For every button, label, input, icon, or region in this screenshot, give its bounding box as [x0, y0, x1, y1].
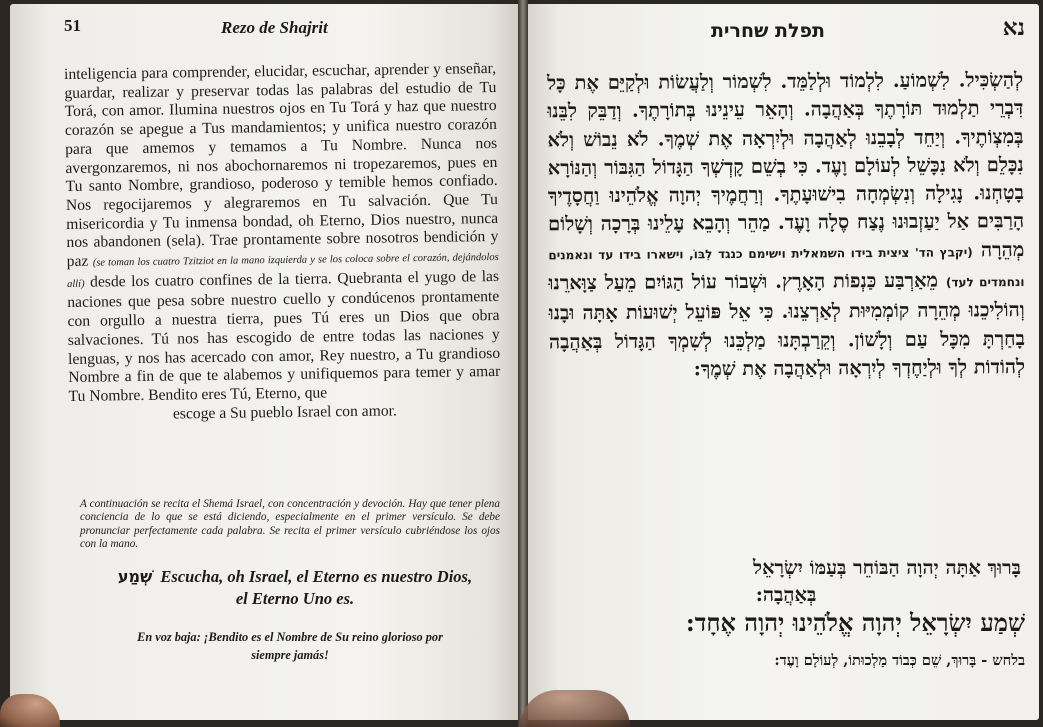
- shema-instruction: A continuación se recita el Shemá Israel, con concentración y devoción. Hay que tener plena conciencia de lo que se está diciendo, especialmente en el primer versículo. Se debe pronunciar perfectamente cada palabra. Se recita el primer versículo cubriéndose los ojos con la mano.: [80, 498, 500, 551]
- right-running-title: תפלת שחרית: [710, 20, 825, 42]
- right-body-rubric: (יקבץ הד' ציצית בידו השמאלית וישימם כנגד לִבּוֹ, וישארו בידו עד ונאמנים ונחמדים לעד): [548, 245, 1025, 290]
- right-blessing-line-2: בְּאַהֲבָה:: [755, 583, 817, 606]
- shema-translation: [105, 566, 485, 610]
- right-body-text: [547, 66, 1025, 385]
- holding-thumb-right: [520, 690, 630, 727]
- book-gutter: [518, 0, 528, 727]
- quiet-response: [90, 628, 490, 664]
- left-body-rubric: (se toman los cuatro Tzitziot en la mano izquierda y se los coloca sobre el corazón, dejándolos allí): [66, 251, 499, 290]
- left-body-paragraph-1: inteligencia para comprender, elucidar, escuchar, aprender y enseñar, guardar, realizar y preservar todas las palabras del estudio de Tu Torá, con amor. Ilumina nuestros ojos en Tu Torá y haz que nuestro corazón se apegue a Tus mandamientos; y unifica nuestro corazón para que amemos y temamos a Tu Nombre. Nunca nos avergonzaremos, ni nos abochornaremos ni tropezaremos, pues en Tu santo Nombre, grandioso, poderoso y temible hemos confiado. Nos regocijaremos y alegraremos en Tu salvación. Que Tu misericordia y Tu inmensa bondad, oh Eterno, Dios nuestro, nunca nos abandonen (sela). Trae prontamente sobre nosotros bendición y paz: [64, 59, 499, 271]
- right-blessing-line-1: בָּרוּךְ אַתָּה יְהוָה הַבּוֹחֵר בְּעַמּוֹ יִשְׂרָאֵל: [753, 556, 1021, 579]
- right-blessing: [551, 554, 1021, 608]
- right-shema-verse: שְׁמַע יִשְׂרָאֵל יְהוָה אֱלֹהֵינוּ יְהוָה אֶחָד:: [685, 608, 1025, 637]
- shema-translation-line-1: Escucha, oh Israel, el Eterno es nuestro Dios,: [160, 567, 473, 586]
- left-body-paragraph-2: desde los cuatro confines de la tierra. Quebranta el yugo de las naciones que pesa sobre nuestro cuello y condúcenos prontamente con orgullo a nuestra tierra, pues Tú eres un Dios que obra salvaciones. Tú nos has escogido de entre todas las naciones y lenguas, y nos has acercado con amor, Rey nuestro, a Tu grandioso Nombre a fin de que te alabemos y unifiquemos para temer y amar Tu Nombre. Bendito eres Tú, Eterno, que: [67, 267, 501, 405]
- right-body-paragraph-1: לְהַשְׂכִּיל. לִשְׁמוֹעַ. לִלְמוֹד וּלְלַמֵּד. לִשְׁמוֹר וְלַעֲשׂוֹת וּלְקַיֵּם אֶת כָּל דִּבְרֵי תַלְמוּד תּוֹרָתֶךָ בְּאַהֲבָה. וְהָאֵר עֵינֵינוּ בְּתוֹרָתֶךָ. וְדַבֵּק לִבֵּנוּ בְּמִצְוֹתֶיךָ. וְיַחֵד לְבָבֵנוּ לְאַהֲבָה וּלְיִרְאָה אֶת שְׁמֶךָ. לֹא נֵבוֹשׁ וְלֹא נִכָּלֵם וְלֹא נִכָּשֵׁל לְעוֹלָם וָעֶד. כִּי בְשֵׁם קָדְשְׁךָ הַגָּדוֹל הַגִּבּוֹר וְהַנּוֹרָא בָטָחְנוּ. נָגִילָה וְנִשְׂמְחָה בִישׁוּעָתֶךָ. וְרַחֲמֶיךָ יְהוָה אֱלֹהֵינוּ וַחֲסָדֶיךָ הָרַבִּים אַל יַעַזְבוּנוּ נֶצַח סֶלָה וָעֶד. מַהֵר וְהָבֵא עָלֵינוּ בְּרָכָה וְשָׁלוֹם מְהֵרָה: [547, 67, 1025, 262]
- left-running-title: Rezo de Shajrit: [221, 18, 328, 37]
- quiet-response-line-2: siempre jamás!: [251, 648, 329, 662]
- left-body-last-line: escoge a Su pueblo Israel con amor.: [172, 402, 397, 423]
- right-quiet-response: בלחש - בָּרוּךְ, שֵׁם כְּבוֹד מַלְכוּתוֹ, לְעוֹלָם וָעֶד:: [774, 652, 1025, 669]
- right-page-number: נא: [1002, 14, 1025, 41]
- right-body-paragraph-2: מֵאַרְבַּע כַּנְפוֹת הָאָרֶץ. וּשְׁבוֹר עוֹל הַגּוֹיִם מֵעַל צַוָּארֵנוּ וְהוֹלִיכֵנוּ מְהֵרָה קוֹמְמִיּוּת לְאַרְצֵנוּ. כִּי אֵל פּוֹעֵל יְשׁוּעוֹת אָתָּה וּבָנוּ בָחַרְתָּ מִכָּל עַם וְלָשׁוֹן. וְקֵרַבְתָּנוּ מַלְכֵּנוּ לְשִׁמְךָ הַגָּדוֹל בְּאַהֲבָה לְהוֹדוֹת לְךָ וּלְיַחֶדְךָ לְיִרְאָה וּלְאַהֲבָה אֶת שְׁמֶךָ:: [548, 268, 1026, 381]
- shema-translation-line-2: el Eterno Uno es.: [235, 589, 355, 608]
- right-page-header: [564, 14, 1025, 48]
- left-body-text: [64, 60, 501, 425]
- left-page-header: [64, 16, 482, 46]
- right-page: [524, 4, 1039, 720]
- left-page: [10, 4, 522, 720]
- shema-hebrew-word: שְׁמַע: [117, 567, 153, 586]
- left-page-number: 51: [64, 16, 81, 35]
- quiet-response-line-1: En voz baja: ¡Bendito es el Nombre de Su reino glorioso por: [137, 630, 443, 644]
